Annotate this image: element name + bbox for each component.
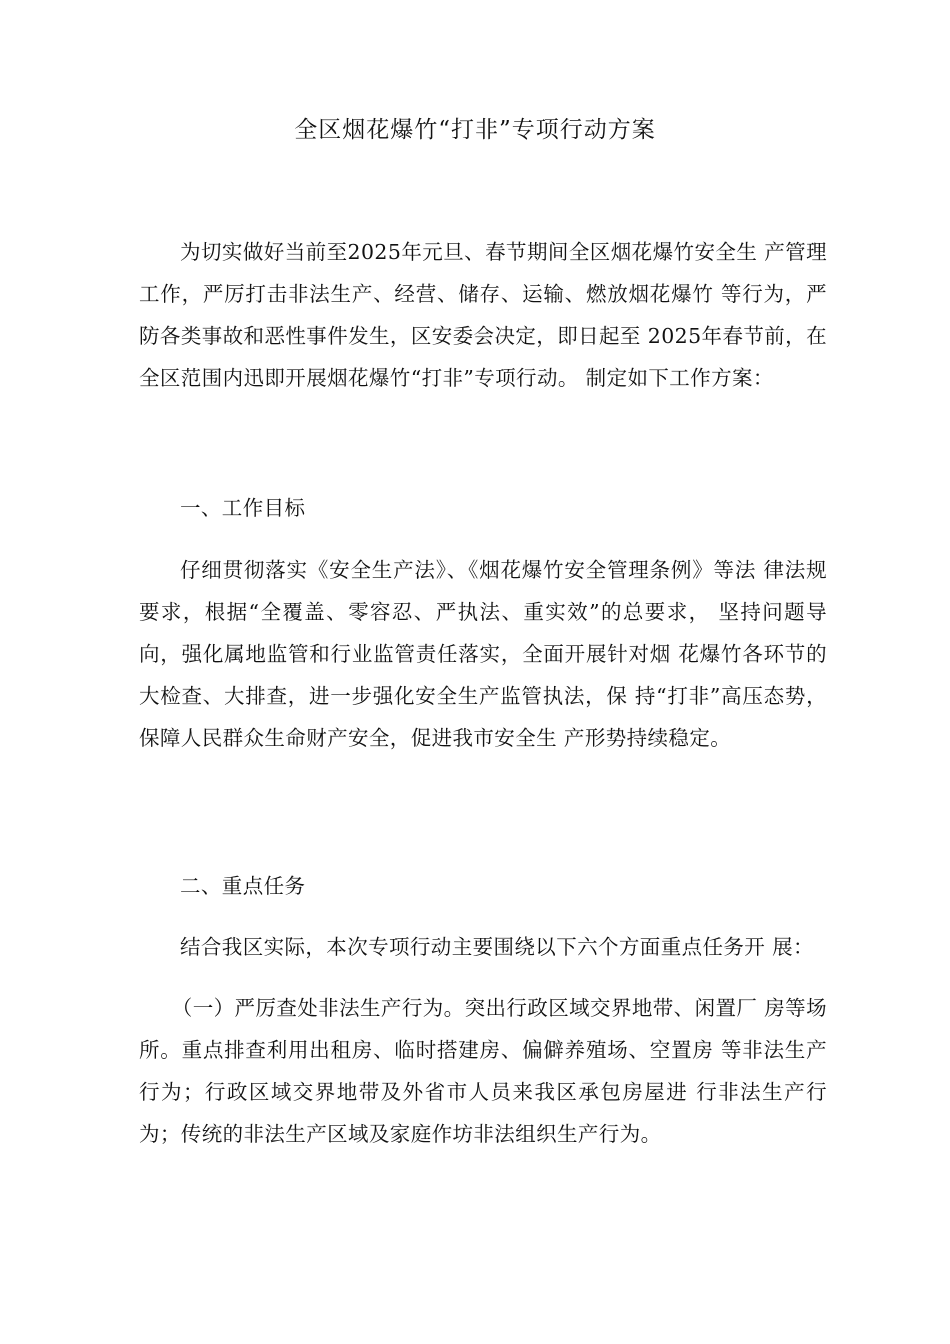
section1-heading: 一、工作目标 [180, 496, 306, 520]
intro-paragraph: 为切实做好当前至2025年元旦、春节期间全区烟花爆竹安全生 产管理工作，严厉打击非法生产、经营、储存、运输、燃放烟花爆竹 等行为，严防各类事故和恶性事件发生，区安委会决定，即日起至 2025年春节前，在全区范围内迅即开展烟花爆竹“打非”专项行动。 制定如下工作方案： [139, 240, 827, 390]
section1-body: 仔细贯彻落实《安全生产法》、《烟花爆竹安全管理条例》等法 律法规要求，根据“全覆盖、零容忍、严执法、重实效”的总要求， 坚持问题导向，强化属地监管和行业监管责任落实，全面开展针对烟 花爆竹各环节的大检查、大排查，进一步强化安全生产监管执法，保 持“打非”高压态势，保障人民群众生命财产安全，促进我市安全生 产形势持续稳定。 [139, 558, 827, 750]
document-title: 全区烟花爆竹“打非”专项行动方案 [294, 117, 656, 143]
section2-intro: 结合我区实际，本次专项行动主要围绕以下六个方面重点任务开 展： [180, 935, 814, 959]
section2-heading: 二、重点任务 [180, 874, 306, 898]
task1-paragraph: （一）严厉查处非法生产行为。突出行政区域交界地带、闲置厂 房等场所。重点排查利用出租房、临时搭建房、偏僻养殖场、空置房 等非法生产行为；行政区域交界地带及外省市人员来我区承包房屋进 行非法生产行为；传统的非法生产区域及家庭作坊非法组织生产行为。 [139, 996, 827, 1146]
